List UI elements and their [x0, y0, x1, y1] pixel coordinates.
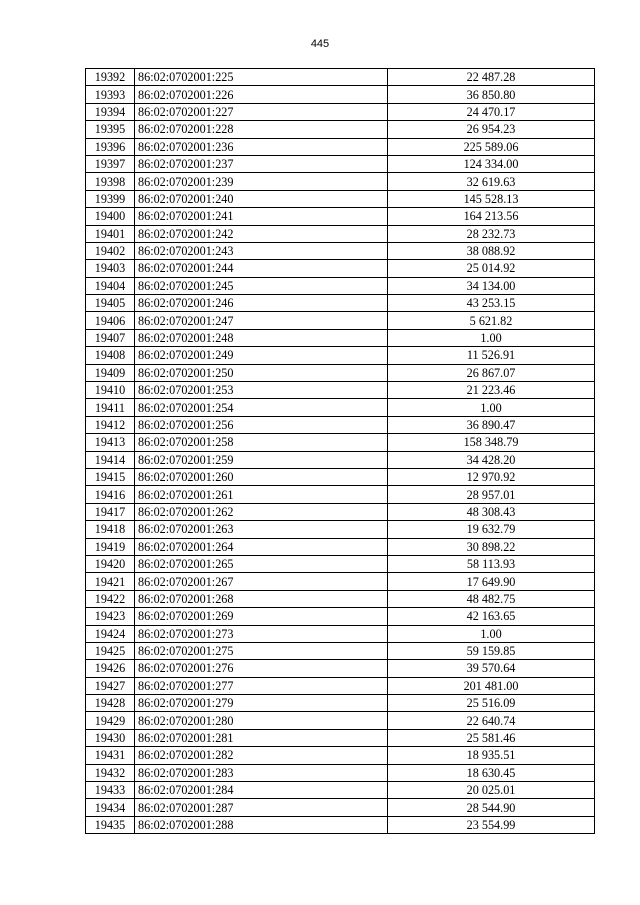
cadastral-value-cell: 158 348.79 — [388, 434, 595, 451]
cadastral-value-cell: 39 570.64 — [388, 660, 595, 677]
cadastral-number-cell: 86:02:0702001:239 — [135, 173, 388, 190]
table-row — [86, 608, 595, 625]
row-number-cell: 19401 — [86, 225, 135, 242]
row-number-cell: 19427 — [86, 677, 135, 694]
cadastral-value-cell: 48 482.75 — [388, 590, 595, 607]
cadastral-number-cell: 86:02:0702001:281 — [135, 729, 388, 746]
cadastral-value-cell: 201 481.00 — [388, 677, 595, 694]
cadastral-value-cell: 48 308.43 — [388, 503, 595, 520]
row-number-cell: 19421 — [86, 573, 135, 590]
cadastral-number-cell: 86:02:0702001:253 — [135, 382, 388, 399]
table-row — [86, 486, 595, 503]
row-number-cell: 19411 — [86, 399, 135, 416]
row-number-cell: 19430 — [86, 729, 135, 746]
table-row — [86, 103, 595, 120]
cadastral-number-cell: 86:02:0702001:256 — [135, 416, 388, 433]
cadastral-number-cell: 86:02:0702001:241 — [135, 208, 388, 225]
table-body — [86, 69, 595, 834]
cadastral-number-cell: 86:02:0702001:249 — [135, 347, 388, 364]
row-number-cell: 19412 — [86, 416, 135, 433]
row-number-cell: 19407 — [86, 329, 135, 346]
row-number-cell: 19400 — [86, 208, 135, 225]
table-row — [86, 695, 595, 712]
cadastral-value-cell: 43 253.15 — [388, 295, 595, 312]
row-number-cell: 19403 — [86, 260, 135, 277]
table-row — [86, 277, 595, 294]
row-number-cell: 19409 — [86, 364, 135, 381]
cadastral-number-cell: 86:02:0702001:237 — [135, 155, 388, 172]
cadastral-number-cell: 86:02:0702001:244 — [135, 260, 388, 277]
table-row — [86, 416, 595, 433]
cadastral-value-cell: 58 113.93 — [388, 555, 595, 572]
cadastral-value-cell: 22 487.28 — [388, 69, 595, 86]
cadastral-value-cell: 124 334.00 — [388, 155, 595, 172]
table-row — [86, 312, 595, 329]
table-row — [86, 660, 595, 677]
row-number-cell: 19434 — [86, 799, 135, 816]
cadastral-value-cell: 11 526.91 — [388, 347, 595, 364]
cadastral-value-cell: 25 581.46 — [388, 729, 595, 746]
row-number-cell: 19394 — [86, 103, 135, 120]
cadastral-value-cell: 20 025.01 — [388, 782, 595, 799]
row-number-cell: 19419 — [86, 538, 135, 555]
row-number-cell: 19404 — [86, 277, 135, 294]
row-number-cell: 19420 — [86, 555, 135, 572]
table-row — [86, 712, 595, 729]
cadastral-value-cell: 19 632.79 — [388, 521, 595, 538]
cadastral-number-cell: 86:02:0702001:288 — [135, 816, 388, 833]
row-number-cell: 19418 — [86, 521, 135, 538]
cadastral-number-cell: 86:02:0702001:265 — [135, 555, 388, 572]
cadastral-number-cell: 86:02:0702001:243 — [135, 242, 388, 259]
table-row — [86, 86, 595, 103]
table-row — [86, 642, 595, 659]
table-row — [86, 799, 595, 816]
table-row — [86, 225, 595, 242]
cadastral-number-cell: 86:02:0702001:248 — [135, 329, 388, 346]
row-number-cell: 19398 — [86, 173, 135, 190]
cadastral-number-cell: 86:02:0702001:228 — [135, 121, 388, 138]
cadastral-number-cell: 86:02:0702001:276 — [135, 660, 388, 677]
row-number-cell: 19399 — [86, 190, 135, 207]
cadastral-value-cell: 12 970.92 — [388, 468, 595, 485]
cadastral-number-cell: 86:02:0702001:268 — [135, 590, 388, 607]
row-number-cell: 19415 — [86, 468, 135, 485]
table-row — [86, 260, 595, 277]
cadastral-number-cell: 86:02:0702001:269 — [135, 608, 388, 625]
cadastral-number-cell: 86:02:0702001:284 — [135, 782, 388, 799]
row-number-cell: 19424 — [86, 625, 135, 642]
row-number-cell: 19428 — [86, 695, 135, 712]
cadastral-number-cell: 86:02:0702001:279 — [135, 695, 388, 712]
row-number-cell: 19425 — [86, 642, 135, 659]
row-number-cell: 19414 — [86, 451, 135, 468]
page-number: 445 — [310, 38, 330, 50]
row-number-cell: 19395 — [86, 121, 135, 138]
row-number-cell: 19426 — [86, 660, 135, 677]
cadastral-number-cell: 86:02:0702001:283 — [135, 764, 388, 781]
table-row — [86, 503, 595, 520]
row-number-cell: 19406 — [86, 312, 135, 329]
cadastral-number-cell: 86:02:0702001:246 — [135, 295, 388, 312]
cadastral-value-cell: 36 890.47 — [388, 416, 595, 433]
row-number-cell: 19417 — [86, 503, 135, 520]
row-number-cell: 19429 — [86, 712, 135, 729]
row-number-cell: 19392 — [86, 69, 135, 86]
cadastral-value-cell: 21 223.46 — [388, 382, 595, 399]
cadastral-value-cell: 34 134.00 — [388, 277, 595, 294]
table-row — [86, 155, 595, 172]
cadastral-value-cell: 145 528.13 — [388, 190, 595, 207]
table-row — [86, 764, 595, 781]
row-number-cell: 19416 — [86, 486, 135, 503]
table-row — [86, 677, 595, 694]
cadastral-number-cell: 86:02:0702001:280 — [135, 712, 388, 729]
cadastral-number-cell: 86:02:0702001:275 — [135, 642, 388, 659]
cadastral-value-cell: 30 898.22 — [388, 538, 595, 555]
table-row — [86, 729, 595, 746]
cadastral-number-cell: 86:02:0702001:287 — [135, 799, 388, 816]
row-number-cell: 19431 — [86, 747, 135, 764]
row-number-cell: 19402 — [86, 242, 135, 259]
row-number-cell: 19432 — [86, 764, 135, 781]
cadastral-number-cell: 86:02:0702001:250 — [135, 364, 388, 381]
cadastral-number-cell: 86:02:0702001:263 — [135, 521, 388, 538]
row-number-cell: 19405 — [86, 295, 135, 312]
cadastral-number-cell: 86:02:0702001:277 — [135, 677, 388, 694]
row-number-cell: 19433 — [86, 782, 135, 799]
cadastral-number-cell: 86:02:0702001:258 — [135, 434, 388, 451]
cadastral-number-cell: 86:02:0702001:267 — [135, 573, 388, 590]
cadastral-value-cell: 59 159.85 — [388, 642, 595, 659]
table-row — [86, 242, 595, 259]
cadastral-value-cell: 26 954.23 — [388, 121, 595, 138]
table-row — [86, 521, 595, 538]
cadastral-value-cell: 164 213.56 — [388, 208, 595, 225]
cadastral-number-cell: 86:02:0702001:225 — [135, 69, 388, 86]
cadastral-value-table — [85, 68, 595, 834]
cadastral-value-cell: 38 088.92 — [388, 242, 595, 259]
table-row — [86, 69, 595, 86]
cadastral-value-cell: 18 630.45 — [388, 764, 595, 781]
row-number-cell: 19422 — [86, 590, 135, 607]
cadastral-value-cell: 24 470.17 — [388, 103, 595, 120]
table-row — [86, 573, 595, 590]
cadastral-number-cell: 86:02:0702001:262 — [135, 503, 388, 520]
cadastral-number-cell: 86:02:0702001:242 — [135, 225, 388, 242]
table-row — [86, 208, 595, 225]
cadastral-value-cell: 28 232.73 — [388, 225, 595, 242]
cadastral-value-cell: 28 544.90 — [388, 799, 595, 816]
row-number-cell: 19396 — [86, 138, 135, 155]
cadastral-number-cell: 86:02:0702001:261 — [135, 486, 388, 503]
table-row — [86, 434, 595, 451]
cadastral-number-cell: 86:02:0702001:259 — [135, 451, 388, 468]
cadastral-value-cell: 5 621.82 — [388, 312, 595, 329]
cadastral-number-cell: 86:02:0702001:227 — [135, 103, 388, 120]
table-row — [86, 382, 595, 399]
cadastral-value-cell: 25 014.92 — [388, 260, 595, 277]
table-row — [86, 295, 595, 312]
cadastral-number-cell: 86:02:0702001:240 — [135, 190, 388, 207]
table-row — [86, 138, 595, 155]
cadastral-value-cell: 1.00 — [388, 625, 595, 642]
cadastral-number-cell: 86:02:0702001:226 — [135, 86, 388, 103]
cadastral-value-cell: 18 935.51 — [388, 747, 595, 764]
table-row — [86, 451, 595, 468]
cadastral-number-cell: 86:02:0702001:245 — [135, 277, 388, 294]
cadastral-number-cell: 86:02:0702001:273 — [135, 625, 388, 642]
table-row — [86, 816, 595, 833]
row-number-cell: 19393 — [86, 86, 135, 103]
cadastral-value-cell: 25 516.09 — [388, 695, 595, 712]
cadastral-value-cell: 1.00 — [388, 329, 595, 346]
cadastral-value-cell: 34 428.20 — [388, 451, 595, 468]
cadastral-number-cell: 86:02:0702001:236 — [135, 138, 388, 155]
cadastral-value-cell: 28 957.01 — [388, 486, 595, 503]
cadastral-value-cell: 225 589.06 — [388, 138, 595, 155]
table-row — [86, 625, 595, 642]
row-number-cell: 19397 — [86, 155, 135, 172]
cadastral-number-cell: 86:02:0702001:264 — [135, 538, 388, 555]
row-number-cell: 19413 — [86, 434, 135, 451]
row-number-cell: 19410 — [86, 382, 135, 399]
cadastral-value-cell: 1.00 — [388, 399, 595, 416]
cadastral-number-cell: 86:02:0702001:282 — [135, 747, 388, 764]
table-row — [86, 468, 595, 485]
cadastral-number-cell: 86:02:0702001:254 — [135, 399, 388, 416]
cadastral-value-cell: 32 619.63 — [388, 173, 595, 190]
cadastral-value-cell: 17 649.90 — [388, 573, 595, 590]
table-row — [86, 399, 595, 416]
cadastral-number-cell: 86:02:0702001:247 — [135, 312, 388, 329]
table-row — [86, 590, 595, 607]
cadastral-value-cell: 42 163.65 — [388, 608, 595, 625]
cadastral-value-cell: 23 554.99 — [388, 816, 595, 833]
table-row — [86, 121, 595, 138]
table-row — [86, 555, 595, 572]
row-number-cell: 19423 — [86, 608, 135, 625]
cadastral-number-cell: 86:02:0702001:260 — [135, 468, 388, 485]
cadastral-value-cell: 36 850.80 — [388, 86, 595, 103]
table-row — [86, 190, 595, 207]
row-number-cell: 19408 — [86, 347, 135, 364]
table-row — [86, 347, 595, 364]
cadastral-value-cell: 22 640.74 — [388, 712, 595, 729]
table-row — [86, 538, 595, 555]
cadastral-value-cell: 26 867.07 — [388, 364, 595, 381]
table-row — [86, 782, 595, 799]
table-row — [86, 173, 595, 190]
row-number-cell: 19435 — [86, 816, 135, 833]
table-row — [86, 329, 595, 346]
table-row — [86, 364, 595, 381]
table-row — [86, 747, 595, 764]
